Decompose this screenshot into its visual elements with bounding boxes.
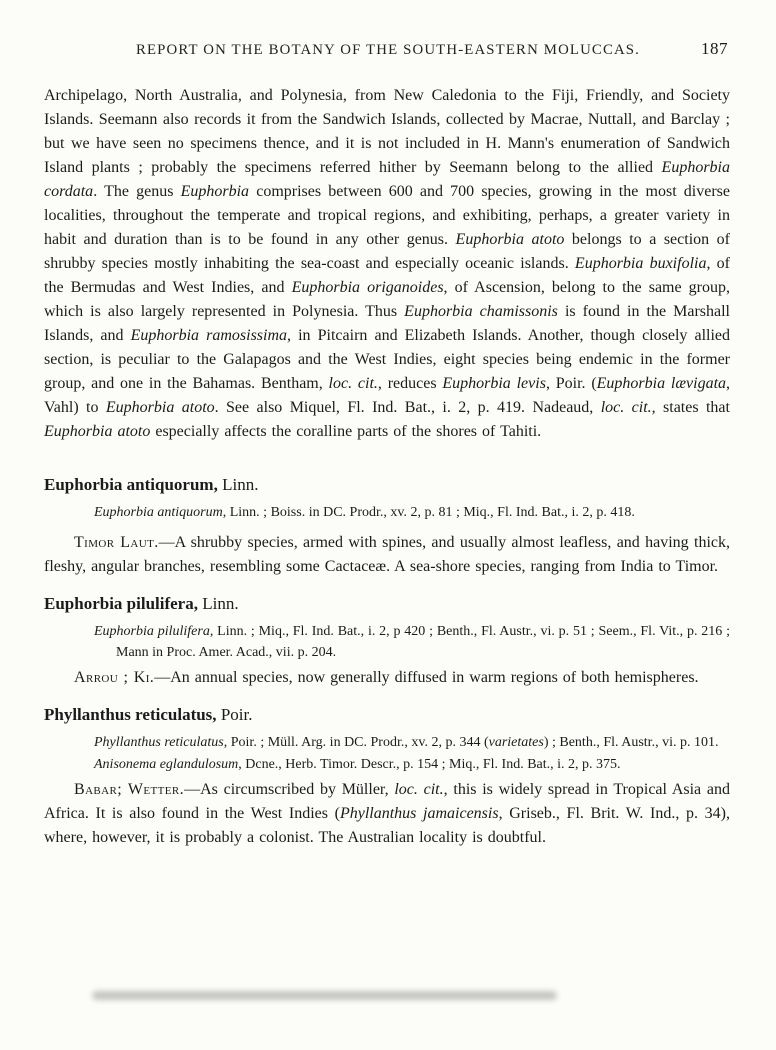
running-header-title: REPORT ON THE BOTANY OF THE SOUTH-EASTERN MOLUCCAS.	[135, 42, 641, 58]
species-heading-euphorbia-antiquorum: Euphorbia antiquorum, Linn.	[44, 475, 259, 494]
citation-euphorbia-antiquorum: Euphorbia antiquorum, Linn. ; Boiss. in DC. Prodr., xv. 2, p. 81 ; Miq., Fl. Ind. Bat., i. 2, p. 418.	[94, 505, 635, 520]
scan-artifact-smudge	[92, 991, 557, 1000]
running-header	[0, 39, 776, 64]
paragraph-babar-wetter: Babar; Wetter.—As circumscribed by Müller, loc. cit., this is widely spread in Tropical Asia and Africa. It is also found in the West Indies (Phyllanthus jamaicensis, Griseb., Fl. Brit. W. Ind., p. 34), where, however, it is probably a colonist. The Australian locality is doubtful.	[44, 780, 731, 846]
paragraph-timor-laut: Timor Laut.—A shrubby species, armed with spines, and usually almost leafless, and having thick, fleshy, angular branches, resembling some Cactaceæ. A sea-shore species, ranging from India to Timor.	[44, 533, 730, 575]
citation-phyllanthus-reticulatus: Phyllanthus reticulatus, Poir. ; Müll. Arg. in DC. Prodr., xv. 2, p. 344 (varietates) ; Benth., Fl. Austr., vi. p. 101.	[94, 734, 719, 750]
species-heading-phyllanthus-reticulatus: Phyllanthus reticulatus, Poir.	[44, 704, 253, 724]
intro-paragraph: Archipelago, North Australia, and Polynesia, from New Caledonia to the Fiji, Friendly, and Society Islands. Seemann also records it from the Sandwich Islands, collected by Macrae, Nuttall, and Barclay ; but we have seen no specimens thence, and it is not included in H. Mann's enumeration of Sandwich Island plants ; probably the specimens referred hither by Seemann belong to the allied Euphorbia cordata. The genus Euphorbia comprises between 600 and 700 species, growing in the most diverse localities, throughout the temperate and tropical regions, and exhibiting, perhaps, a greater variety in habit and duration than is to be found in any other genus. Euphorbia atoto belongs to a section of shrubby species mostly inhabiting the sea-coast and especially oceanic islands. Euphorbia buxifolia, of the Bermudas and West Indies, and Euphorbia origanoides, of Ascension, belong to the same group, which is also largely represented in Polynesia. Thus Euphorbia chamissonis is found in the Marshall Islands, and Euphorbia ramosissima, in Pitcairn and Elizabeth Islands. Another, though closely allied section, is peculiar to the Galapagos and the West Indies, eight species being endemic in the former group, and one in the Bahamas. Bentham, loc. cit., reduces Euphorbia levis, Poir. (Euphorbia lævigata, Vahl) to Euphorbia atoto. See also Miquel, Fl. Ind. Bat., i. 2, p. 419. Nadeaud, loc. cit., states that Euphorbia atoto especially affects the coralline parts of the shores of Tahiti.	[44, 87, 731, 440]
citation-anisonema-eglandulosum: Anisonema eglandulosum, Dcne., Herb. Timor. Descr., p. 154 ; Miq., Fl. Ind. Bat., i. 2, p. 375.	[94, 757, 621, 772]
page-number: 187	[701, 39, 728, 58]
paragraph-arrou-ki: Arrou ; Ki.—An annual species, now generally diffused in warm regions of both hemispheres.	[74, 668, 699, 686]
species-heading-euphorbia-pilulifera: Euphorbia pilulifera, Linn.	[44, 593, 239, 613]
page-body	[44, 84, 730, 850]
citation-euphorbia-pilulifera: Euphorbia pilulifera, Linn. ; Miq., Fl. Ind. Bat., i. 2, p 420 ; Benth., Fl. Austr., vi. p. 51 ; Seem., Fl. Vit., p. 216 ; Mann in Proc. Amer. Acad., vii. p. 204.	[94, 623, 731, 660]
